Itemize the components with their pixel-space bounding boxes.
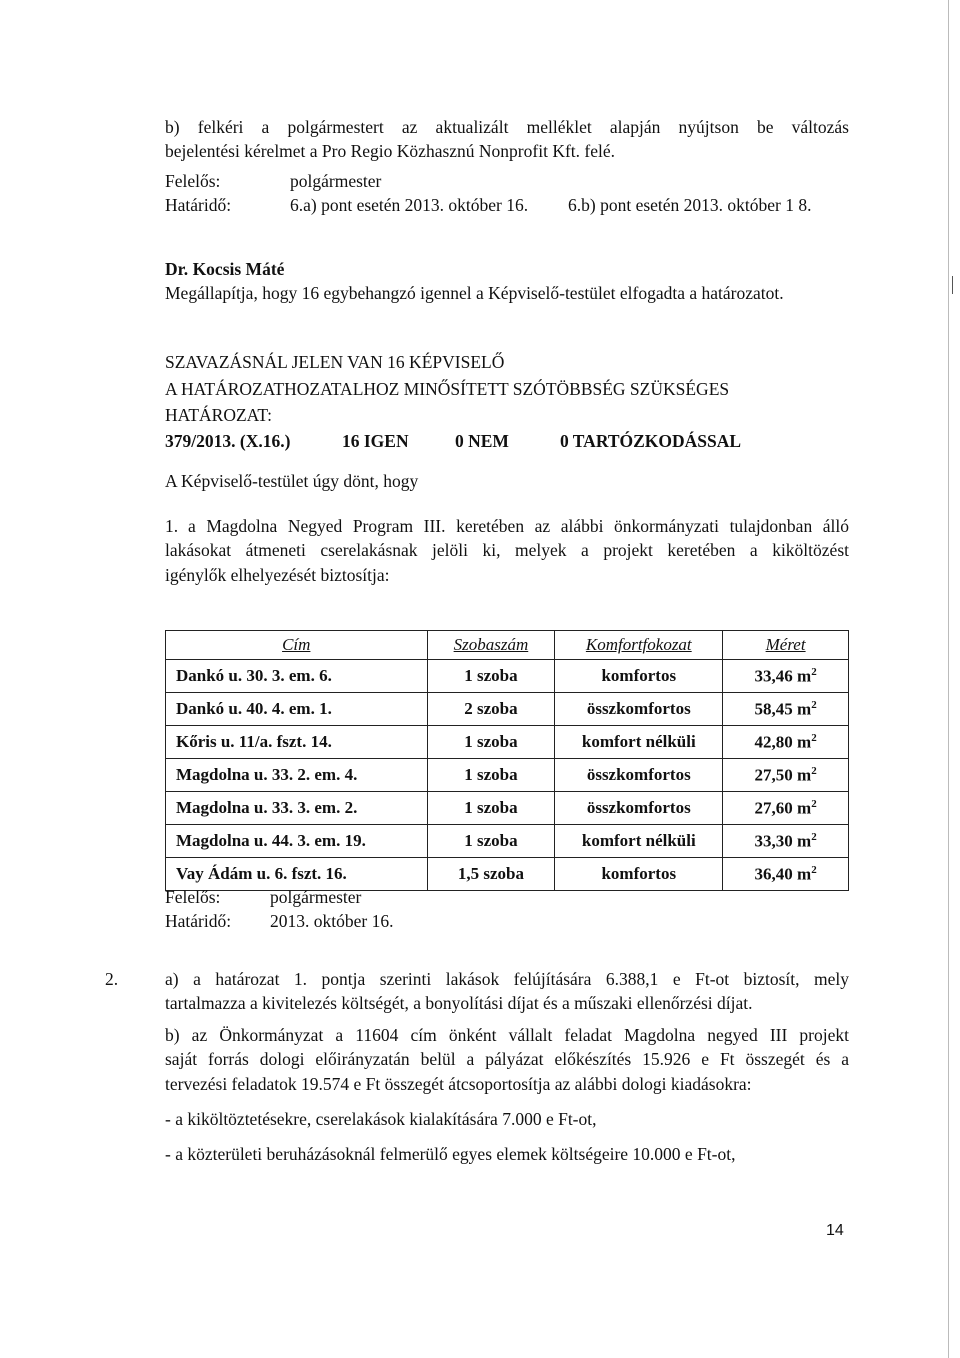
item2-number: 2. bbox=[105, 969, 119, 989]
table-row bbox=[166, 858, 849, 891]
cell-address: Magdolna u. 33. 2. em. 4. bbox=[166, 759, 428, 792]
speaker-surname: Kocsis Máté bbox=[192, 259, 285, 279]
deadline-label: Határidő: bbox=[165, 195, 232, 215]
cell-address: Magdolna u. 44. 3. em. 19. bbox=[166, 825, 428, 858]
size-value: 33,30 m bbox=[754, 831, 812, 851]
vote-present: SZAVAZÁSNÁL JELEN VAN 16 KÉPVISELŐ bbox=[165, 352, 505, 372]
table-row bbox=[166, 759, 849, 792]
table-row bbox=[166, 792, 849, 825]
cell-rooms: 1 szoba bbox=[427, 792, 555, 825]
unit-superscript: 2 bbox=[811, 797, 817, 810]
cell-comfort: összkomfortos bbox=[555, 693, 723, 726]
cell-address: Kőris u. 11/a. fszt. 14. bbox=[166, 726, 428, 759]
size-value: 27,50 m bbox=[754, 765, 812, 785]
size-value: 42,80 m bbox=[754, 732, 812, 752]
cell-size bbox=[723, 693, 849, 726]
table-header-row bbox=[166, 631, 849, 660]
cell-size bbox=[723, 792, 849, 825]
item2-b-line-2: saját forrás dologi előirányzatán belül a pályázat előkészítés 15.926 e Ft összegét és a bbox=[165, 1049, 849, 1069]
item1-deadline-label: Határidő: bbox=[165, 911, 232, 931]
item2-bullet-2: - a közterületi beruházásoknál felmerülő egyes elemek költségeire 10.000 e Ft-ot, bbox=[165, 1144, 736, 1164]
header-comfort: Komfortfokozat bbox=[555, 631, 723, 660]
cell-size bbox=[723, 726, 849, 759]
cell-size bbox=[723, 858, 849, 891]
table-row bbox=[166, 825, 849, 858]
cell-address: Magdolna u. 33. 3. em. 2. bbox=[166, 792, 428, 825]
size-value: 27,60 m bbox=[754, 798, 812, 818]
speaker-statement: Megállapítja, hogy 16 egybehangzó igennel a Képviselő-testület elfogadta a határozatot. bbox=[165, 283, 784, 303]
cell-comfort: komfort nélküli bbox=[555, 726, 723, 759]
cell-address: Dankó u. 40. 4. em. 1. bbox=[166, 693, 428, 726]
vote-majority: A HATÁROZATHOZATALHOZ MINŐSÍTETT SZÓTÖBBSÉG SZÜKSÉGES bbox=[165, 379, 730, 399]
vote-abstain: 0 TARTÓZKODÁSSAL bbox=[560, 431, 742, 451]
responsible-label: Felelős: bbox=[165, 171, 221, 191]
item2-b-line-3: tervezési feladatok 19.574 e Ft összegét átcsoportosítja az alábbi dologi kiadásokra: bbox=[165, 1074, 752, 1094]
deadline-b: 6.b) pont esetén 2013. október 1 8. bbox=[568, 195, 812, 215]
vote-yes: 16 IGEN bbox=[342, 431, 409, 451]
unit-superscript: 2 bbox=[811, 665, 817, 678]
item1-line-1: a Magdolna Negyed Program III. keretében az alábbi önkormányzati tulajdonban álló bbox=[188, 516, 849, 536]
table-row bbox=[166, 693, 849, 726]
unit-superscript: 2 bbox=[811, 830, 817, 843]
cell-rooms: 1 szoba bbox=[427, 759, 555, 792]
item1-responsible-label: Felelős: bbox=[165, 887, 221, 907]
cell-size bbox=[723, 825, 849, 858]
intro-line-2: bejelentési kérelmet a Pro Regio Közhasznú Nonprofit Kft. felé. bbox=[165, 141, 615, 161]
cell-rooms: 1 szoba bbox=[427, 726, 555, 759]
cell-rooms: 1 szoba bbox=[427, 825, 555, 858]
unit-superscript: 2 bbox=[811, 863, 817, 876]
decision-label: HATÁROZAT: bbox=[165, 405, 273, 425]
scan-edge-line bbox=[948, 0, 949, 1358]
item2-bullet-1: - a kiköltöztetésekre, cserelakások kialakítására 7.000 e Ft-ot, bbox=[165, 1109, 597, 1129]
item1-responsible-value: polgármester bbox=[270, 887, 362, 907]
decides-text: A Képviselő-testület úgy dönt, hogy bbox=[165, 471, 419, 491]
cell-rooms: 2 szoba bbox=[427, 693, 555, 726]
speaker-name bbox=[165, 258, 284, 280]
cell-address: Vay Ádám u. 6. fszt. 16. bbox=[166, 858, 428, 891]
item1-line-2: lakásokat átmeneti cserelakásnak jelöli ki, melyek a projekt keretében a kiköltözést bbox=[165, 540, 849, 560]
size-value: 58,45 m bbox=[754, 699, 812, 719]
header-rooms: Szobaszám bbox=[427, 631, 555, 660]
cell-comfort: komfortos bbox=[555, 858, 723, 891]
unit-superscript: 2 bbox=[811, 731, 817, 744]
intro-line-1: b) felkéri a polgármestert az aktualizált melléklet alapján nyújtson be változás bbox=[165, 117, 849, 137]
page-number: 14 bbox=[826, 1222, 844, 1239]
header-address: Cím bbox=[166, 631, 428, 660]
scan-edge-tick bbox=[952, 276, 953, 294]
item1-deadline-value: 2013. október 16. bbox=[270, 911, 394, 931]
table-row bbox=[166, 726, 849, 759]
cell-size bbox=[723, 759, 849, 792]
cell-address: Dankó u. 30. 3. em. 6. bbox=[166, 660, 428, 693]
cell-comfort: összkomfortos bbox=[555, 759, 723, 792]
item1-line-3: igénylők elhelyezését biztosítja: bbox=[165, 565, 390, 585]
speaker-prefix: Dr. bbox=[165, 259, 189, 279]
vote-no: 0 NEM bbox=[455, 431, 509, 451]
responsible-value: polgármester bbox=[290, 171, 382, 191]
cell-size bbox=[723, 660, 849, 693]
item1-number: 1. bbox=[165, 516, 179, 536]
size-value: 33,46 m bbox=[754, 666, 812, 686]
table-row bbox=[166, 660, 849, 693]
cell-comfort: komfortos bbox=[555, 660, 723, 693]
item2-a-line-2: tartalmazza a kivitelezés költségét, a bonyolítási díjat és a műszaki ellenőrzési díjat. bbox=[165, 993, 753, 1013]
item2-b-line-1: b) az Önkormányzat a 11604 cím önként vállalt feladat Magdolna negyed III projekt bbox=[165, 1025, 849, 1045]
size-value: 36,40 m bbox=[754, 864, 812, 884]
header-size: Méret bbox=[723, 631, 849, 660]
cell-rooms: 1,5 szoba bbox=[427, 858, 555, 891]
cell-comfort: komfort nélküli bbox=[555, 825, 723, 858]
flats-table bbox=[165, 630, 849, 891]
item2-a-line-1: a) a határozat 1. pontja szerinti lakások felújítására 6.388,1 e Ft-ot biztosít, mely bbox=[165, 969, 849, 989]
unit-superscript: 2 bbox=[811, 698, 817, 711]
unit-superscript: 2 bbox=[811, 764, 817, 777]
cell-comfort: összkomfortos bbox=[555, 792, 723, 825]
cell-rooms: 1 szoba bbox=[427, 660, 555, 693]
deadline-a: 6.a) pont esetén 2013. október 16. bbox=[290, 195, 529, 215]
decision-number: 379/2013. (X.16.) bbox=[165, 431, 291, 451]
